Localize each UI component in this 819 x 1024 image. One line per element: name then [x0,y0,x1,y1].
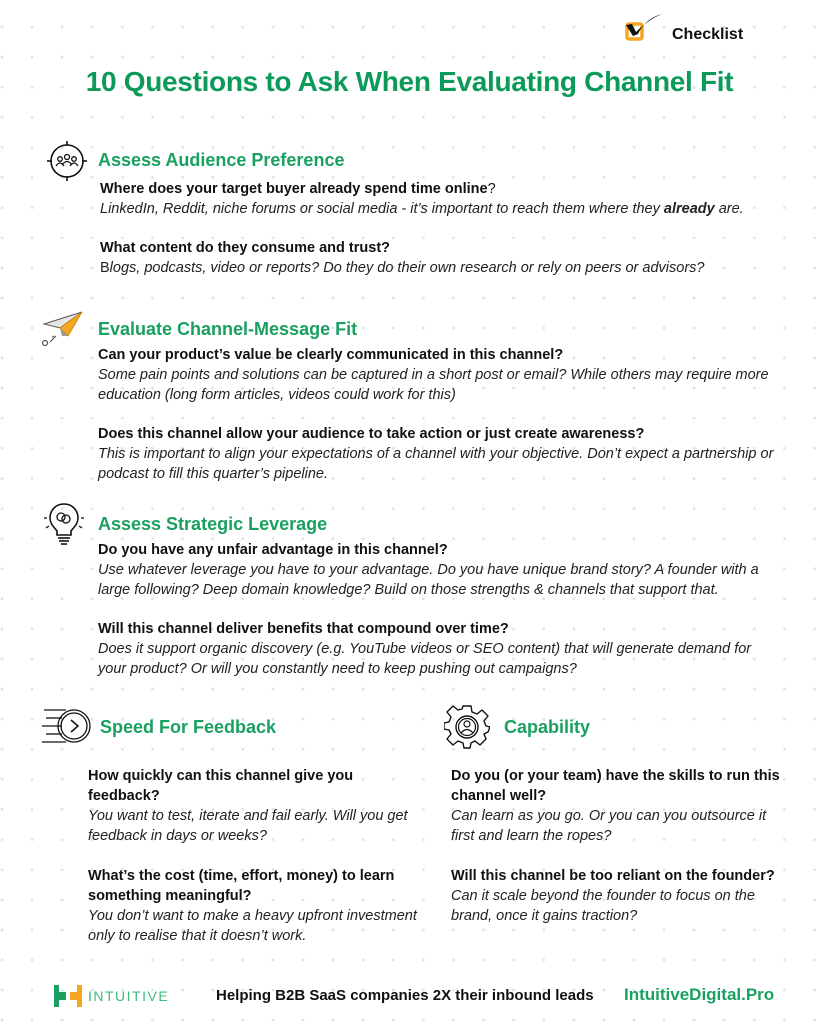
question-text: Will this channel deliver benefits that compound over time? [98,621,509,637]
page-title: 10 Questions to Ask When Evaluating Channel Fit [85,66,734,97]
speed-arrow-icon [42,706,92,748]
checklist-label: Checklist [672,25,744,43]
checklist-badge [624,12,743,51]
section-title: Speed For Feedback [100,716,277,737]
section-title: Evaluate Channel-Message Fit [98,318,358,339]
intuitive-logo-icon [54,985,82,1007]
question-text: Where does your target buyer already spend time online [100,181,488,197]
question-item [98,346,778,405]
footer-url-link[interactable]: IntuitiveDigital.Pro [624,985,775,1004]
paper-plane-icon [38,308,86,350]
question-item [98,425,778,484]
question-item [100,239,800,278]
question-text: What’s the cost (time, effort, money) to learn something meaningful? [88,868,395,904]
answer-text: Blogs, podcasts, video or reports? Do they do their own research or rely on peers or advisors? [100,260,705,276]
question-item [98,620,778,679]
section-capability [444,704,590,750]
answer-text: Can it scale beyond the founder to focus on the brand, once it gains traction? [451,888,755,924]
gear-person-icon [444,704,490,750]
question-text: Can your product’s value be clearly communicated in this channel? [98,347,564,363]
question-item [88,766,418,846]
question-text: Will this channel be too reliant on the founder? [451,868,775,884]
question-text: How quickly can this channel give you feedback? [88,768,354,804]
section-capability-items [451,766,791,926]
answer-text: You don’t want to make a heavy upfront investment only to realise that it doesn’t work. [88,908,417,944]
question-item [88,866,418,946]
answer-text: Does it support organic discovery (e.g. YouTube videos or SEO content) that will generate demand for your product? Or will you constantly need to keep pushing out campaigns? [98,641,752,677]
question-text: What content do they consume and trust? [100,240,391,256]
question-item [451,766,791,846]
section-title: Capability [504,716,591,737]
section-speed-feedback [42,706,276,748]
section-title: Assess Audience Preference [98,149,345,170]
brand-name: INTUITIVE [88,988,170,1004]
audience-target-icon [46,140,86,180]
answer-text: LinkedIn, Reddit, niche forums or social media - it’s important to reach them where they already are. [100,201,744,217]
answer-text: Can learn as you go. Or you can you outsource it first and learn the ropes? [451,808,767,844]
answer-text: Use whatever leverage you have to your advantage. Do you have unique brand story? A founder with a large following? Deep domain knowledge? Build on those strengths & channels that support that. [98,562,759,598]
checkbox-check-icon [624,12,664,51]
section-channel-items [98,346,778,484]
section-title: Assess Strategic Leverage [98,513,328,534]
section-speed-items [88,766,418,946]
footer-tagline: Helping B2B SaaS companies 2X their inbound leads [216,987,594,1004]
section-audience-preference [46,140,344,180]
question-item [98,541,778,600]
brand-logo [54,985,169,1007]
section-channel-message-fit [38,308,357,350]
question-item: Where does your target buyer already spend time online? LinkedIn, Reddit, niche forums or social media - it’s important to reach them where they already are. [100,180,800,219]
question-item [451,866,791,926]
question-text: Do you have any unfair advantage in this channel? [98,542,448,558]
question-text: Does this channel allow your audience to take action or just create awareness? [98,426,645,442]
answer-text: Some pain points and solutions can be captured in a short post or email? While others may require more education (long form articles, videos could work for this) [98,367,769,403]
answer-text: You want to test, iterate and fail early. Will you get feedback in days or weeks? [88,808,408,844]
section-audience-items [100,180,800,278]
lightbulb-icon [44,500,84,548]
answer-text: This is important to align your expectations of a channel with your objective. Don’t expect a partnership or podcast to fill this quarter’s pipeline. [98,446,774,482]
question-text: Do you (or your team) have the skills to run this channel well? [451,768,780,804]
section-leverage-items [98,541,778,679]
